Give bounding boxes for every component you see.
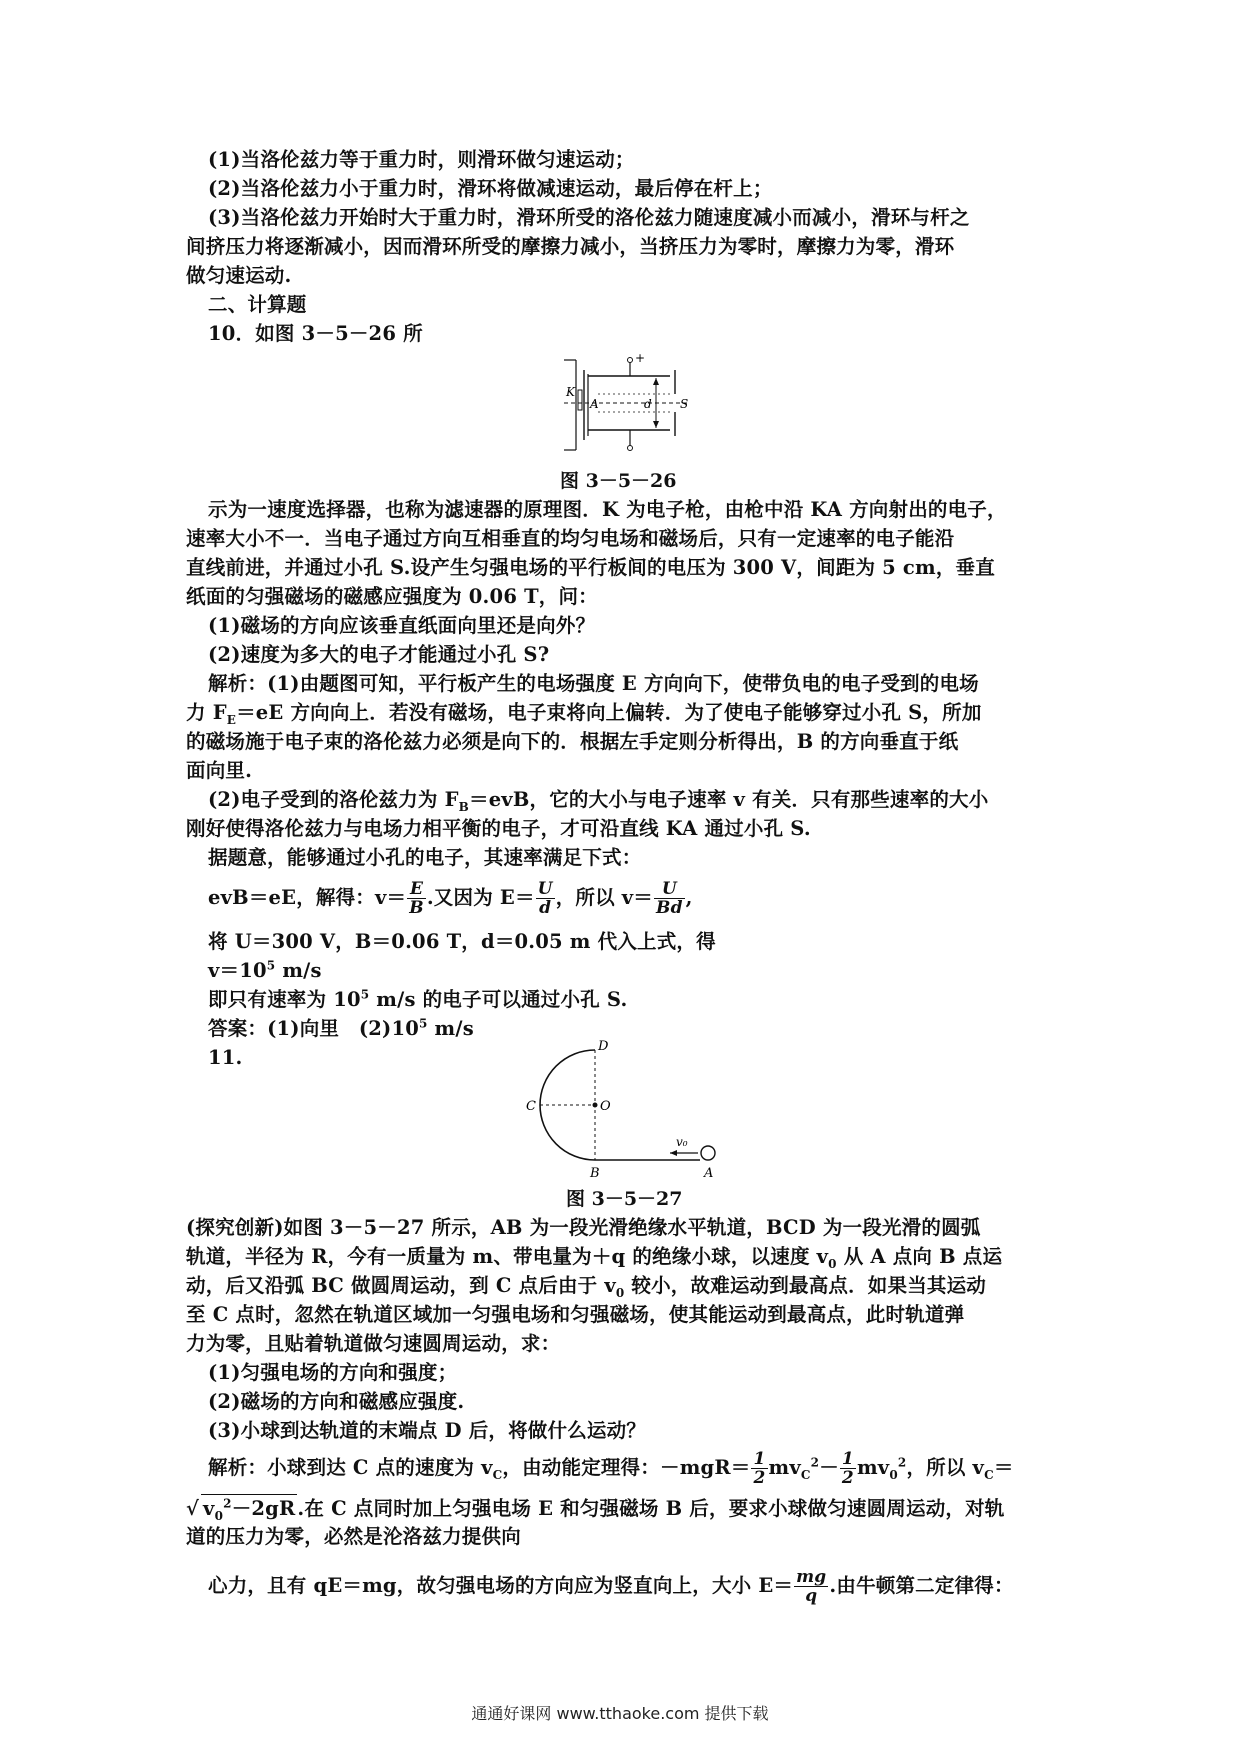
- label-d: d: [644, 397, 652, 411]
- text-line: 道的压力为零，必然是沦洛兹力提供向: [186, 1525, 521, 1548]
- page-footer: 通通好课网 www.tthaoke.com 提供下载: [471, 1704, 769, 1723]
- text-line: 至 C 点时，忽然在轨道区域加一匀强电场和匀强磁场，使其能运动到最高点，此时轨道弹: [186, 1303, 965, 1326]
- figure-circular-track: [520, 1040, 730, 1180]
- text-line: 即只有速率为 $10^5$ m/s 的电子可以通过小孔 S.: [208, 987, 628, 1011]
- text-line: (2)当洛伦兹力小于重力时，滑环将做减速运动，最后停在杆上；: [208, 177, 773, 200]
- text-line: 据题意，能够通过小孔的电子，其速率满足下式：: [208, 846, 642, 869]
- question-number: 10．如图 3－5－26 所: [208, 322, 423, 345]
- fraction: $\frac{U}{d}$: [537, 879, 553, 918]
- text-line: 做匀速运动.: [186, 264, 292, 287]
- sqrt-body: $v_0^2-2gR$: [201, 1494, 297, 1522]
- text-line: 速率大小不一．当电子通过方向互相垂直的均匀电场和磁场后，只有一定速率的电子能沿: [186, 527, 955, 550]
- text-line: (2)电子受到的洛伦兹力为 $F_B=evB$，它的大小与电子速率 v 有关．只有那些速率的大小: [208, 788, 989, 814]
- question-number: 11.: [208, 1046, 243, 1069]
- text-line: 将 U＝300 V，B＝0.06 T，d＝0.05 m 代入上式，得: [208, 930, 716, 953]
- sqrt-sign: √: [186, 1497, 200, 1520]
- label-D: D: [598, 1040, 609, 1054]
- label-v0: v₀: [676, 1135, 688, 1149]
- fraction: $\frac{1}{2}$: [841, 1449, 854, 1488]
- text-line: (3)小球到达轨道的末端点 D 后，将做什么运动？: [208, 1419, 647, 1442]
- fraction: $\frac{1}{2}$: [753, 1449, 766, 1488]
- figure-caption: 图 3－5－26: [560, 470, 677, 492]
- text-line: 动，后又沿弧 BC 做圆周运动，到 C 点后由于 $v_0$ 较小，故难运动到最高点．如果当其运动: [186, 1274, 987, 1300]
- fraction: $\frac{mg}{q}$: [796, 1567, 827, 1606]
- text-line: (1)匀强电场的方向和强度；: [208, 1361, 458, 1384]
- text-line: 纸面的匀强磁场的磁感应强度为 0.06 T，问：: [186, 585, 598, 608]
- text-line: 力为零，且贴着轨道做匀速圆周运动，求：: [186, 1332, 561, 1355]
- formula-line: evB＝eE，解得：v＝ $\frac{E}{B}$ .又因为 E＝ $\frac{U}{d}$ ，所以 v＝ $\frac{U}{Bd}$ ,: [208, 879, 693, 918]
- text-line: (2)速度为多大的电子才能通过小孔 S?: [208, 643, 550, 666]
- text-line: $v=10^5$ m/s: [208, 958, 322, 982]
- label-B: B: [590, 1166, 600, 1180]
- text-line: 直线前进，并通过小孔 S.设产生匀强电场的平行板间的电压为 300 V，间距为 5 cm，垂直: [186, 556, 995, 579]
- fraction: $\frac{U}{Bd}$: [656, 879, 683, 918]
- text-line: (探究创新)如图 3－5－27 所示，AB 为一段光滑绝缘水平轨道，BCD 为一段光滑的圆弧: [186, 1216, 981, 1239]
- text-line: 刚好使得洛伦兹力与电场力相平衡的电子，才可沿直线 KA 通过小孔 S.: [186, 817, 811, 840]
- text-line: (1)磁场的方向应该垂直纸面向里还是向外？: [208, 614, 596, 637]
- label-O: O: [600, 1099, 611, 1114]
- text-line: 间挤压力将逐渐减小，因而滑环所受的摩擦力减小，当挤压力为零时，摩擦力为零，滑环: [186, 235, 955, 258]
- answer-line: 答案：(1)向里 $(2)10^5$ m/s: [208, 1016, 474, 1040]
- figure-caption: 图 3－5－27: [566, 1188, 683, 1210]
- figure-velocity-selector: [560, 350, 700, 460]
- text-line: 力 $F_E=eE$ 方向向上．若没有磁场，电子束将向上偏转．为了使电子能够穿过小孔 S，所加: [186, 701, 982, 727]
- label-plus: +: [635, 351, 646, 365]
- section-heading: 二、计算题: [208, 293, 307, 316]
- text-line: 示为一速度选择器，也称为滤速器的原理图．K 为电子枪，由枪中沿 KA 方向射出的电子，: [208, 498, 1007, 521]
- label-A: A: [590, 397, 599, 411]
- text-line: 面向里.: [186, 759, 253, 782]
- text-line: (2)磁场的方向和磁感应强度.: [208, 1390, 465, 1413]
- text-line: (3)当洛伦兹力开始时大于重力时，滑环所受的洛伦兹力随速度减小而减小，滑环与杆之: [208, 206, 970, 229]
- text-line: 解析：(1)由题图可知，平行板产生的电场强度 E 方向向下，使带负电的电子受到的电场: [208, 672, 979, 695]
- label-A: A: [704, 1166, 714, 1180]
- label-K: K: [566, 385, 575, 399]
- text-line: 轨道，半径为 R，今有一质量为 m、带电量为＋q 的绝缘小球，以速度 $v_0$ 从 A 点向 B 点运: [186, 1245, 1003, 1271]
- text-line: 的磁场施于电子束的洛伦兹力必须是向下的．根据左手定则分析得出，B 的方向垂直于纸: [186, 730, 959, 753]
- label-C: C: [526, 1099, 536, 1114]
- label-S: S: [680, 397, 689, 411]
- formula-line: √ $v_0^2-2gR$ .在 C 点同时加上匀强电场 E 和匀强磁场 B 后，要求小球做匀速圆周运动，对轨: [186, 1494, 1056, 1522]
- text-line: (1)当洛伦兹力等于重力时，则滑环做匀速运动；: [208, 148, 635, 171]
- formula-line: 心力，且有 qE＝mg，故匀强电场的方向应为竖直向上，大小 E＝ $\frac{mg}{q}$ .由牛顿第二定律得：: [208, 1567, 1014, 1606]
- fraction: $\frac{E}{B}$: [409, 879, 424, 918]
- formula-line: 解析：小球到达 C 点的速度为 $v_C$，由动能定理得：－mgR＝ $\frac{1}{2}$ $mv_C^2-$ $\frac{1}{2}$ $mv_0^2$，所以 $v_C=$: [208, 1449, 1014, 1488]
